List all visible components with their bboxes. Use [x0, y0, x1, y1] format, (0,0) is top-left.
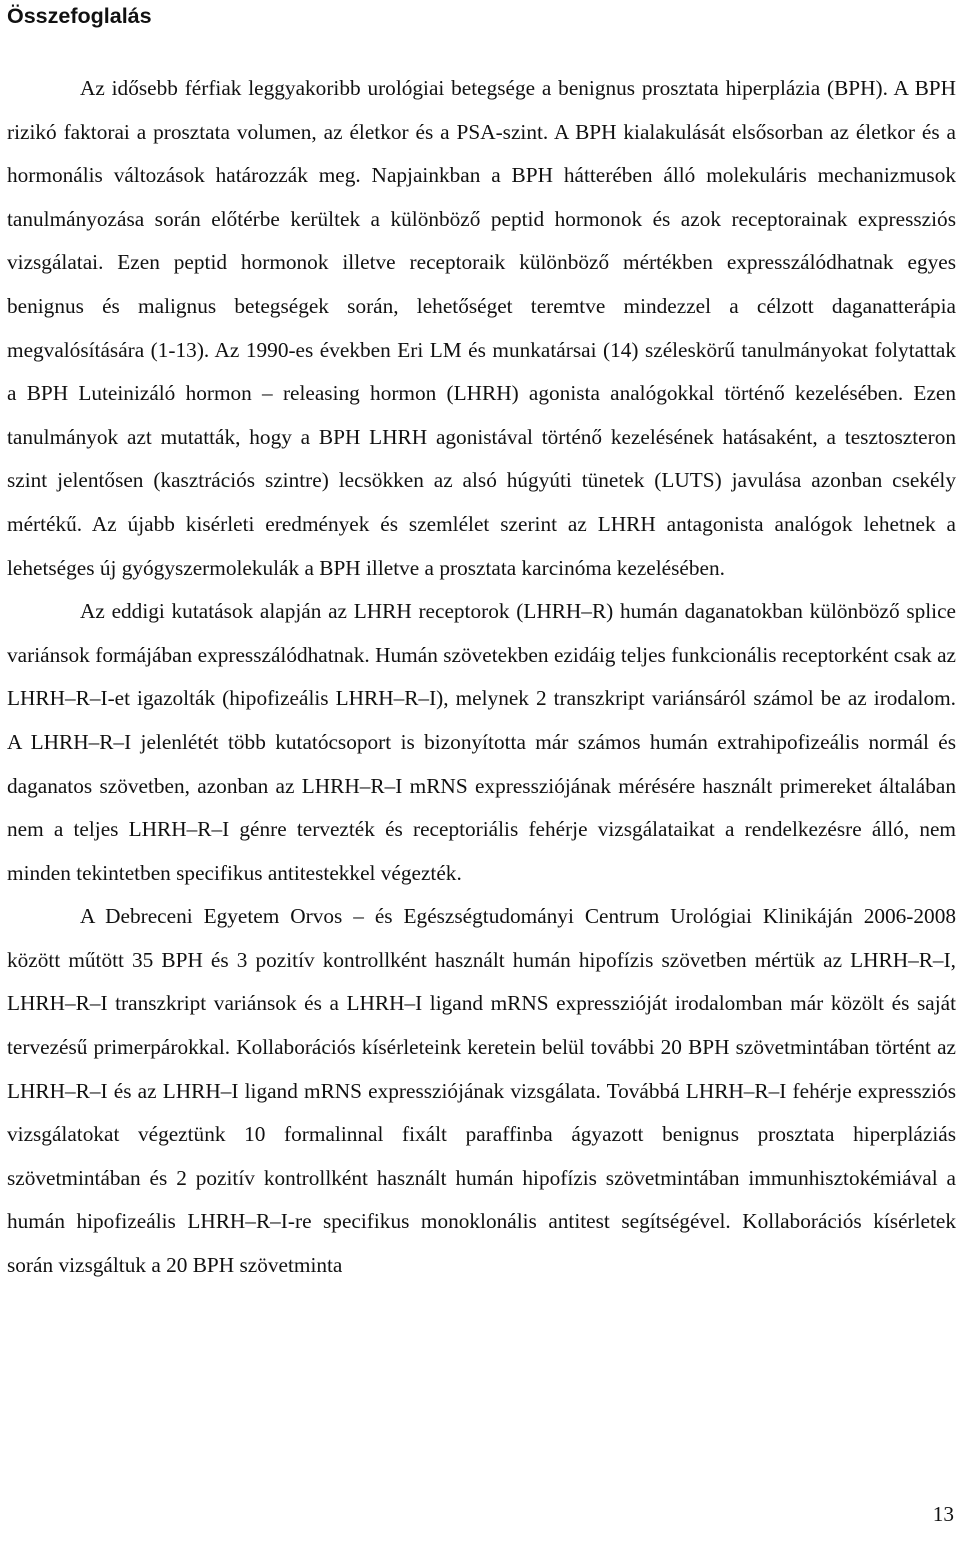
- paragraph-3: A Debreceni Egyetem Orvos – és Egészségtudományi Centrum Urológiai Klinikáján 2006-2008 között műtött 35 BPH és 3 pozitív kontrollként használt humán hipofízis szövetben mértük az LHRH–R–I, LHRH–R–I transzkript variánsok és a LHRH–I ligand mRNS expresszióját irodalomban már közölt és saját tervezésű primerpárokkal. Kollaborációs kísérleteink keretein belül további 20 BPH szövetmintában történt az LHRH–R–I és az LHRH–I ligand mRNS expressziójának vizsgálata. Továbbá LHRH–R–I fehérje expressziós vizsgálatokat végeztünk 10 formalinnal fixált paraffinba ágyazott benignus prosztata hiperpláziás szövetmintában és 2 pozitív kontrollként használt humán hipofízis szövetmintában immunhisztokémiával a humán hipofizeális LHRH–R–I-re specifikus monoklonális antitest segítségével. Kollaborációs kísérletek során vizsgáltuk a 20 BPH szövetminta: [7, 904, 956, 1278]
- section-heading: Összefoglalás: [7, 4, 152, 28]
- paragraph-1: Az idősebb férfiak leggyakoribb urológiai betegsége a benignus prosztata hiperplázia (BPH). A BPH rizikó faktorai a prosztata volumen, az életkor és a PSA-szint. A BPH kialakulását elsősorban az életkor és a hormonális változások határozzák meg. Napjainkban a BPH hátterében álló molekuláris mechanizmusok tanulmányozása során előtérbe kerültek a különböző peptid hormonok és azok receptorainak expressziós vizsgálatai. Ezen peptid hormonok illetve receptoraik különböző mértékben expresszálódhatnak egyes benignus és malignus betegségek során, lehetőséget teremtve mindezzel a célzott daganatterápia megvalósítására (1-13). Az 1990-es években Eri LM és munkatársai (14) széleskörű tanulmányokat folytattak a BPH Luteinizáló hormon – releasing hormon (LHRH) agonista analógokkal történő kezelésében. Ezen tanulmányok azt mutatták, hogy a BPH LHRH agonistával történő kezelésének hatásaként, a tesztoszteron szint jelentősen (kasztrációs szintre) lecsökken az alsó húgyúti tünetek (LUTS) javulása azonban csekély mértékű. Az újabb kisérleti eredmények és szemlélet szerint az LHRH antagonista analógok lehetnek a lehetséges új gyógyszermolekulák a BPH illetve a prosztata karcinóma kezelésében.: [7, 76, 956, 580]
- page-number: 13: [932, 1502, 954, 1526]
- document-page: [7, 0, 956, 1288]
- paragraph-2: Az eddigi kutatások alapján az LHRH receptorok (LHRH–R) humán daganatokban különböző splice variánsok formájában expresszálódhatnak. Humán szövetekben ezidáig teljes funkcionális receptorként csak az LHRH–R–I-et igazolták (hipofizeális LHRH–R–I), melynek 2 transzkript variánsáról számol be az irodalom. A LHRH–R–I jelenlétét több kutatócsoport is bizonyította már számos humán extrahipofizeális normál és daganatos szövetben, azonban az LHRH–R–I mRNS expressziójának mérésére használt primereket általában nem a teljes LHRH–R–I génre tervezték és receptoriális fehérje vizsgálataikat a rendelkezésre álló, nem minden tekintetben specifikus antitestekkel végezték.: [7, 599, 956, 885]
